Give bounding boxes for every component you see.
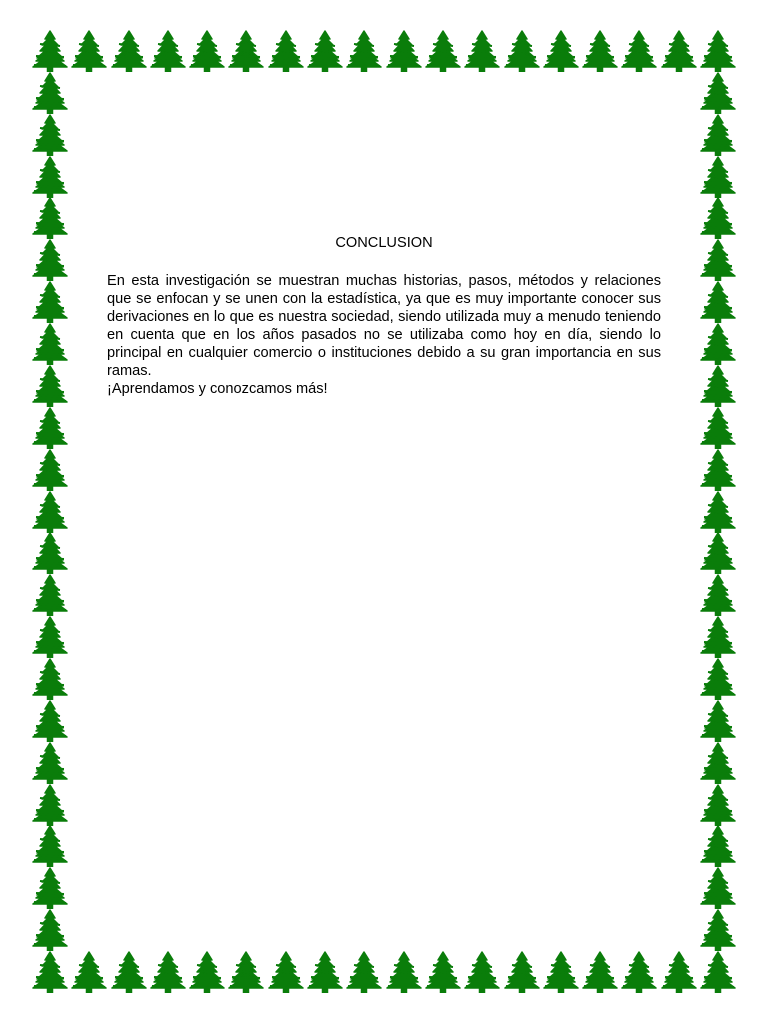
pine-tree-icon [423, 951, 463, 993]
pine-tree-icon [698, 951, 738, 993]
pine-tree-icon [69, 30, 109, 72]
pine-tree-icon [698, 281, 738, 323]
pine-tree-icon [187, 30, 227, 72]
pine-tree-icon [698, 491, 738, 533]
closing-line: ¡Aprendamos y conozcamos más! [107, 381, 328, 397]
pine-tree-icon [30, 323, 70, 365]
pine-tree-icon [30, 156, 70, 198]
pine-tree-icon [30, 114, 70, 156]
pine-tree-icon [698, 784, 738, 826]
pine-tree-icon [698, 825, 738, 867]
pine-tree-icon [580, 951, 620, 993]
pine-tree-icon [109, 30, 149, 72]
pine-tree-icon [423, 30, 463, 72]
pine-tree-icon [698, 114, 738, 156]
pine-tree-icon [30, 491, 70, 533]
pine-tree-icon [30, 658, 70, 700]
pine-tree-icon [698, 30, 738, 72]
pine-tree-icon [266, 951, 306, 993]
pine-tree-icon [30, 407, 70, 449]
pine-tree-icon [384, 30, 424, 72]
pine-tree-icon [344, 30, 384, 72]
pine-tree-icon [541, 951, 581, 993]
pine-tree-icon [698, 365, 738, 407]
pine-tree-icon [698, 700, 738, 742]
pine-tree-icon [698, 323, 738, 365]
pine-tree-icon [659, 951, 699, 993]
pine-tree-icon [226, 951, 266, 993]
pine-tree-icon [187, 951, 227, 993]
pine-tree-icon [698, 72, 738, 114]
pine-tree-icon [30, 532, 70, 574]
pine-tree-icon [226, 30, 266, 72]
pine-tree-icon [541, 30, 581, 72]
page-title: CONCLUSION [335, 235, 433, 251]
pine-tree-icon [30, 742, 70, 784]
pine-tree-icon [30, 574, 70, 616]
pine-tree-icon [698, 197, 738, 239]
pine-tree-icon [30, 197, 70, 239]
pine-tree-icon [30, 239, 70, 281]
pine-tree-icon [698, 658, 738, 700]
pine-tree-icon [619, 951, 659, 993]
pine-tree-icon [109, 951, 149, 993]
pine-tree-icon [580, 30, 620, 72]
pine-tree-icon [305, 30, 345, 72]
pine-tree-icon [30, 281, 70, 323]
pine-tree-icon [698, 574, 738, 616]
pine-tree-icon [698, 909, 738, 951]
pine-tree-icon [30, 30, 70, 72]
pine-tree-icon [502, 30, 542, 72]
pine-tree-icon [462, 951, 502, 993]
pine-tree-icon [266, 30, 306, 72]
conclusion-paragraph: En esta investigación se muestran muchas historias, pasos, métodos y relaciones que se enfocan y se unen con la estadística, ya que es muy importante conocer sus derivaciones en lo que es nuestra sociedad, siendo utilizada muy a menudo teniendo en cuenta que en los años pasados no se utilizaba como hoy en día, siendo lo principal en cualquier comercio o instituciones debido a su gran importancia en sus ramas. [107, 273, 661, 379]
pine-tree-icon [698, 867, 738, 909]
pine-tree-icon [69, 951, 109, 993]
pine-tree-icon [462, 30, 502, 72]
pine-tree-icon [698, 449, 738, 491]
pine-tree-icon [698, 156, 738, 198]
pine-tree-icon [698, 532, 738, 574]
pine-tree-icon [30, 72, 70, 114]
pine-tree-icon [698, 239, 738, 281]
pine-tree-icon [30, 825, 70, 867]
pine-tree-icon [30, 365, 70, 407]
pine-tree-icon [30, 700, 70, 742]
pine-tree-icon [384, 951, 424, 993]
pine-tree-icon [619, 30, 659, 72]
pine-tree-icon [30, 784, 70, 826]
pine-tree-icon [30, 951, 70, 993]
pine-tree-icon [30, 449, 70, 491]
pine-tree-icon [698, 616, 738, 658]
pine-tree-icon [659, 30, 699, 72]
pine-tree-icon [344, 951, 384, 993]
pine-tree-icon [698, 407, 738, 449]
pine-tree-icon [698, 742, 738, 784]
pine-tree-icon [305, 951, 345, 993]
document-content [107, 231, 661, 398]
pine-tree-icon [502, 951, 542, 993]
pine-tree-icon [148, 951, 188, 993]
pine-tree-icon [30, 909, 70, 951]
pine-tree-icon [30, 616, 70, 658]
pine-tree-icon [148, 30, 188, 72]
pine-tree-icon [30, 867, 70, 909]
